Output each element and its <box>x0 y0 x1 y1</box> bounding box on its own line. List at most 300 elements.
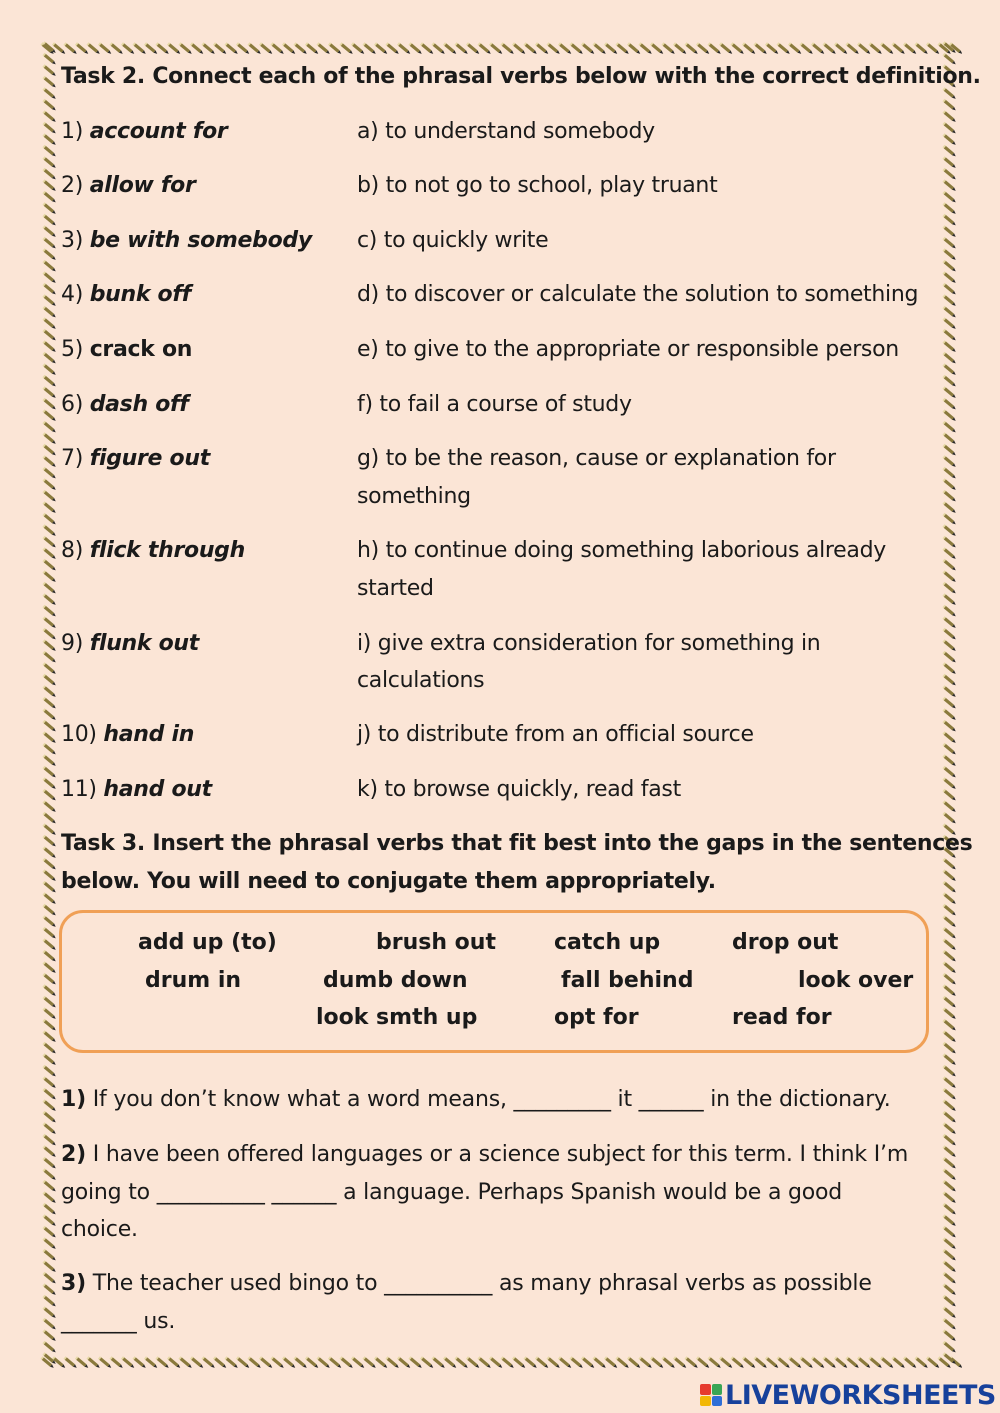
pencil-border-icon <box>942 340 956 353</box>
pencil-border-icon <box>42 225 56 238</box>
pencil-border-icon <box>42 110 56 123</box>
verb-item <box>61 538 245 563</box>
word-bank-item: look smth up <box>316 1005 478 1030</box>
phrasal-verb: flick through <box>89 538 245 563</box>
pencil-border-icon <box>42 651 56 664</box>
pencil-border-icon <box>942 41 956 54</box>
pencil-border-icon <box>942 306 956 319</box>
pencil-border-icon <box>942 329 956 342</box>
word-bank-item: brush out <box>376 930 496 955</box>
pencil-border-icon <box>942 1111 956 1124</box>
pencil-border-icon <box>942 455 956 468</box>
pencil-border-icon <box>942 1122 956 1135</box>
pencil-border-icon <box>942 1007 956 1020</box>
pencil-border-icon <box>942 1283 956 1296</box>
decorative-border-right <box>938 38 962 1374</box>
pencil-border-icon <box>42 260 56 273</box>
pencil-border-icon <box>42 754 56 767</box>
pencil-border-icon <box>42 892 56 905</box>
pencil-border-icon <box>942 490 956 503</box>
pencil-border-icon <box>942 1203 956 1216</box>
pencil-border-icon <box>942 1237 956 1250</box>
pencil-border-icon <box>42 1329 56 1342</box>
pencil-border-icon <box>42 950 56 963</box>
sentence-number: 3) <box>61 1271 86 1296</box>
pencil-border-icon <box>942 1065 956 1078</box>
pencil-border-icon <box>942 214 956 227</box>
pencil-border-icon <box>42 536 56 549</box>
pencil-border-icon <box>42 547 56 560</box>
pencil-border-icon <box>42 1053 56 1066</box>
pencil-border-icon <box>942 800 956 813</box>
pencil-border-icon <box>942 536 956 549</box>
sentence-3 <box>61 1271 872 1296</box>
verb-number: 7) <box>61 446 83 471</box>
task3-title-line2: below. You will need to conjugate them appropriately. <box>61 869 716 894</box>
pencil-border-icon <box>42 915 56 928</box>
pencil-border-icon <box>42 76 56 89</box>
pencil-border-icon <box>42 202 56 215</box>
pencil-border-icon <box>942 398 956 411</box>
logo-badge-icon <box>700 1384 722 1406</box>
definition: h) to continue doing something laborious already <box>357 538 886 563</box>
pencil-border-icon <box>942 1157 956 1170</box>
pencil-border-icon <box>942 1019 956 1032</box>
definition: i) give extra consideration for something in <box>357 631 821 656</box>
sentence-number: 1) <box>61 1087 86 1112</box>
pencil-border-icon <box>942 950 956 963</box>
pencil-border-icon <box>942 421 956 434</box>
definition-continued: something <box>357 484 471 509</box>
pencil-border-icon <box>42 1145 56 1158</box>
pencil-border-icon <box>42 191 56 204</box>
pencil-border-icon <box>42 1249 56 1262</box>
pencil-border-icon <box>42 777 56 790</box>
pencil-border-icon <box>942 547 956 560</box>
sentence-2 <box>61 1142 908 1167</box>
pencil-border-icon <box>42 697 56 710</box>
pencil-border-icon <box>42 145 56 158</box>
pencil-border-icon <box>942 1099 956 1112</box>
pencil-border-icon <box>42 1007 56 1020</box>
phrasal-verb: hand in <box>103 722 195 747</box>
pencil-border-icon <box>942 927 956 940</box>
pencil-border-icon <box>42 639 56 652</box>
word-bank-item: fall behind <box>561 968 694 993</box>
pencil-border-icon <box>942 1076 956 1089</box>
phrasal-verb: crack on <box>89 337 193 362</box>
verb-item <box>61 337 192 362</box>
pencil-border-icon <box>942 1352 956 1365</box>
phrasal-verb: flunk out <box>89 631 200 656</box>
pencil-border-icon <box>942 145 956 158</box>
pencil-border-icon <box>942 87 956 100</box>
pencil-border-icon <box>42 1134 56 1147</box>
pencil-border-icon <box>42 386 56 399</box>
pencil-border-icon <box>942 317 956 330</box>
pencil-border-icon <box>942 582 956 595</box>
pencil-border-icon <box>42 1306 56 1319</box>
pencil-border-icon <box>942 685 956 698</box>
phrasal-verb: figure out <box>89 446 210 471</box>
pencil-border-icon <box>942 1088 956 1101</box>
pencil-border-icon <box>942 1226 956 1239</box>
pencil-border-icon <box>42 593 56 606</box>
liveworksheets-logo <box>700 1378 996 1412</box>
pencil-border-icon <box>942 478 956 491</box>
pencil-border-icon <box>942 1053 956 1066</box>
pencil-border-icon <box>942 1260 956 1273</box>
pencil-border-icon <box>42 432 56 445</box>
pencil-border-icon <box>942 651 956 664</box>
pencil-border-icon <box>42 409 56 422</box>
verb-number: 4) <box>61 282 83 307</box>
pencil-border-icon <box>942 237 956 250</box>
pencil-border-icon <box>942 616 956 629</box>
pencil-border-icon <box>942 122 956 135</box>
phrasal-verb: allow for <box>89 173 196 198</box>
pencil-border-icon <box>942 260 956 273</box>
pencil-border-icon <box>942 766 956 779</box>
pencil-border-icon <box>42 340 56 353</box>
pencil-border-icon <box>942 881 956 894</box>
pencil-border-icon <box>42 789 56 802</box>
definition: d) to discover or calculate the solution to something <box>357 282 919 307</box>
pencil-border-icon <box>42 64 56 77</box>
pencil-border-icon <box>942 133 956 146</box>
pencil-border-icon <box>42 846 56 859</box>
pencil-border-icon <box>42 444 56 457</box>
pencil-border-icon <box>942 168 956 181</box>
pencil-border-icon <box>42 1076 56 1089</box>
pencil-border-icon <box>42 731 56 744</box>
pencil-border-icon <box>42 179 56 192</box>
pencil-border-icon <box>942 1272 956 1285</box>
verb-number: 5) <box>61 337 83 362</box>
verb-item <box>61 722 194 747</box>
pencil-border-icon <box>942 754 956 767</box>
pencil-border-icon <box>942 1180 956 1193</box>
pencil-border-icon <box>42 133 56 146</box>
verb-number: 6) <box>61 392 83 417</box>
pencil-border-icon <box>42 823 56 836</box>
task2-title: Task 2. Connect each of the phrasal verbs below with the correct definition. <box>61 64 981 89</box>
pencil-border-icon <box>942 605 956 618</box>
logo-text: LIVEWORKSHEETS <box>725 1379 996 1411</box>
pencil-border-icon <box>42 1168 56 1181</box>
pencil-border-icon <box>42 41 56 54</box>
pencil-border-icon <box>942 697 956 710</box>
pencil-border-icon <box>42 1019 56 1032</box>
pencil-border-icon <box>42 812 56 825</box>
definition: k) to browse quickly, read fast <box>357 777 681 802</box>
sentence-2-line2: going to __________ ______ a language. Perhaps Spanish would be a good <box>61 1180 843 1205</box>
word-bank-item: look over <box>798 968 914 993</box>
pencil-border-icon <box>42 283 56 296</box>
pencil-border-icon <box>942 271 956 284</box>
pencil-border-icon <box>942 1168 956 1181</box>
pencil-border-icon <box>42 99 56 112</box>
decorative-border-top <box>40 38 962 60</box>
definition: g) to be the reason, cause or explanation for <box>357 446 836 471</box>
pencil-border-icon <box>942 662 956 675</box>
pencil-border-icon <box>42 1099 56 1112</box>
sentence-number: 2) <box>61 1142 86 1167</box>
verb-number: 8) <box>61 538 83 563</box>
pencil-border-icon <box>942 1042 956 1055</box>
word-bank-item: dumb down <box>323 968 468 993</box>
pencil-border-icon <box>942 501 956 514</box>
phrasal-verb: be with somebody <box>89 228 312 253</box>
phrasal-verb: account for <box>89 119 228 144</box>
pencil-border-icon <box>42 398 56 411</box>
pencil-border-icon <box>42 1318 56 1331</box>
pencil-border-icon <box>42 662 56 675</box>
pencil-border-icon <box>942 1249 956 1262</box>
pencil-border-icon <box>942 973 956 986</box>
pencil-border-icon <box>42 835 56 848</box>
pencil-border-icon <box>942 191 956 204</box>
pencil-border-icon <box>42 1065 56 1078</box>
verb-number: 3) <box>61 228 83 253</box>
pencil-border-icon <box>942 996 956 1009</box>
pencil-border-icon <box>42 306 56 319</box>
phrasal-verb: bunk off <box>89 282 191 307</box>
pencil-border-icon <box>942 110 956 123</box>
verb-item <box>61 228 312 253</box>
pencil-border-icon <box>42 1111 56 1124</box>
pencil-border-icon <box>942 156 956 169</box>
sentence-1 <box>61 1087 891 1112</box>
pencil-border-icon <box>42 938 56 951</box>
pencil-border-icon <box>42 1283 56 1296</box>
pencil-border-icon <box>942 777 956 790</box>
word-bank-item: opt for <box>554 1005 639 1030</box>
pencil-border-icon <box>942 225 956 238</box>
pencil-border-icon <box>42 1203 56 1216</box>
pencil-border-icon <box>42 616 56 629</box>
pencil-border-icon <box>942 1134 956 1147</box>
sentence-text: The teacher used bingo to __________ as many phrasal verbs as possible <box>92 1271 872 1296</box>
verb-number: 11) <box>61 777 97 802</box>
sentence-text: If you don’t know what a word means, _________ it ______ in the dictionary. <box>92 1087 891 1112</box>
pencil-border-icon <box>42 1260 56 1273</box>
verb-number: 10) <box>61 722 97 747</box>
pencil-border-icon <box>942 375 956 388</box>
pencil-border-icon <box>42 168 56 181</box>
pencil-border-icon <box>42 524 56 537</box>
pencil-border-icon <box>942 984 956 997</box>
pencil-border-icon <box>942 720 956 733</box>
task3-title-line1: Task 3. Insert the phrasal verbs that fit best into the gaps in the sentences <box>61 831 973 856</box>
pencil-border-icon <box>42 1030 56 1043</box>
pencil-border-icon <box>42 858 56 871</box>
pencil-border-icon <box>42 1272 56 1285</box>
pencil-border-icon <box>942 467 956 480</box>
definition: j) to distribute from an official source <box>357 722 754 747</box>
pencil-border-icon <box>42 53 56 66</box>
pencil-border-icon <box>42 984 56 997</box>
pencil-border-icon <box>42 570 56 583</box>
pencil-border-icon <box>42 352 56 365</box>
pencil-border-icon <box>42 766 56 779</box>
pencil-border-icon <box>942 352 956 365</box>
decorative-border-left <box>38 38 62 1374</box>
pencil-border-icon <box>42 501 56 514</box>
pencil-border-icon <box>42 927 56 940</box>
pencil-border-icon <box>942 708 956 721</box>
pencil-border-icon <box>942 294 956 307</box>
pencil-border-icon <box>942 639 956 652</box>
pencil-border-icon <box>42 1295 56 1308</box>
pencil-border-icon <box>42 467 56 480</box>
pencil-border-icon <box>942 674 956 687</box>
definition: c) to quickly write <box>357 228 549 253</box>
pencil-border-icon <box>942 892 956 905</box>
phrasal-verb: hand out <box>103 777 212 802</box>
definition: b) to not go to school, play truant <box>357 173 718 198</box>
pencil-border-icon <box>42 674 56 687</box>
pencil-border-icon <box>42 1157 56 1170</box>
pencil-border-icon <box>42 87 56 100</box>
pencil-border-icon <box>42 1088 56 1101</box>
word-bank-item: drum in <box>145 968 242 993</box>
pencil-border-icon <box>42 1122 56 1135</box>
pencil-border-icon <box>942 1145 956 1158</box>
pencil-border-icon <box>42 1237 56 1250</box>
pencil-border-icon <box>42 1352 56 1365</box>
definition: f) to fail a course of study <box>357 392 632 417</box>
pencil-border-icon <box>942 559 956 572</box>
pencil-border-icon <box>942 570 956 583</box>
sentence-3-line2: _______ us. <box>61 1309 176 1334</box>
pencil-border-icon <box>42 1226 56 1239</box>
definition-continued: started <box>357 576 434 601</box>
pencil-border-icon <box>42 363 56 376</box>
verb-item <box>61 631 199 656</box>
pencil-border-icon <box>942 789 956 802</box>
pencil-border-icon <box>42 720 56 733</box>
pencil-border-icon <box>942 1341 956 1354</box>
pencil-border-icon <box>942 1306 956 1319</box>
pencil-border-icon <box>942 1295 956 1308</box>
word-bank-item: drop out <box>732 930 839 955</box>
pencil-border-icon <box>942 283 956 296</box>
pencil-border-icon <box>42 628 56 641</box>
pencil-border-icon <box>42 455 56 468</box>
pencil-border-icon <box>942 1318 956 1331</box>
pencil-border-icon <box>42 271 56 284</box>
pencil-border-icon <box>42 329 56 342</box>
pencil-border-icon <box>942 386 956 399</box>
pencil-border-icon <box>42 1341 56 1354</box>
pencil-border-icon <box>942 513 956 526</box>
pencil-border-icon <box>42 904 56 917</box>
pencil-border-icon <box>42 478 56 491</box>
pencil-border-icon <box>942 628 956 641</box>
pencil-border-icon <box>42 582 56 595</box>
pencil-border-icon <box>42 490 56 503</box>
verb-item <box>61 282 191 307</box>
pencil-border-icon <box>942 869 956 882</box>
pencil-border-icon <box>42 421 56 434</box>
pencil-border-icon <box>942 961 956 974</box>
pencil-border-icon <box>42 1191 56 1204</box>
pencil-border-icon <box>942 858 956 871</box>
pencil-border-icon <box>42 973 56 986</box>
pencil-border-icon <box>42 961 56 974</box>
pencil-border-icon <box>42 513 56 526</box>
pencil-border-icon <box>42 1042 56 1055</box>
verb-item <box>61 119 227 144</box>
pencil-border-icon <box>942 409 956 422</box>
pencil-border-icon <box>42 743 56 756</box>
sentence-2-line3: choice. <box>61 1217 138 1242</box>
pencil-border-icon <box>42 317 56 330</box>
pencil-border-icon <box>42 881 56 894</box>
pencil-border-icon <box>42 237 56 250</box>
pencil-border-icon <box>942 432 956 445</box>
verb-number: 9) <box>61 631 83 656</box>
pencil-border-icon <box>42 708 56 721</box>
pencil-border-icon <box>42 996 56 1009</box>
pencil-border-icon <box>42 869 56 882</box>
pencil-border-icon <box>942 1030 956 1043</box>
definition: e) to give to the appropriate or responsible person <box>357 337 899 362</box>
word-bank-item: add up (to) <box>138 930 277 955</box>
pencil-border-icon <box>42 559 56 572</box>
verb-item <box>61 777 212 802</box>
pencil-border-icon <box>942 524 956 537</box>
pencil-border-icon <box>942 743 956 756</box>
pencil-border-icon <box>942 904 956 917</box>
pencil-border-icon <box>942 202 956 215</box>
pencil-border-icon <box>942 812 956 825</box>
pencil-border-icon <box>42 800 56 813</box>
verb-item <box>61 173 196 198</box>
verb-number: 1) <box>61 119 83 144</box>
pencil-border-icon <box>942 593 956 606</box>
word-bank-item: catch up <box>554 930 661 955</box>
pencil-border-icon <box>942 938 956 951</box>
pencil-border-icon <box>42 214 56 227</box>
pencil-border-icon <box>42 122 56 135</box>
pencil-border-icon <box>942 1329 956 1342</box>
pencil-border-icon <box>42 375 56 388</box>
pencil-border-icon <box>942 444 956 457</box>
definition-continued: calculations <box>357 668 485 693</box>
phrasal-verb: dash off <box>89 392 189 417</box>
pencil-border-icon <box>942 915 956 928</box>
definition: a) to understand somebody <box>357 119 655 144</box>
pencil-border-icon <box>942 99 956 112</box>
pencil-border-icon <box>42 685 56 698</box>
verb-number: 2) <box>61 173 83 198</box>
pencil-border-icon <box>42 1180 56 1193</box>
pencil-border-icon <box>942 248 956 261</box>
pencil-border-icon <box>942 1191 956 1204</box>
pencil-border-icon <box>42 294 56 307</box>
pencil-border-icon <box>942 731 956 744</box>
verb-item <box>61 446 210 471</box>
word-bank-item: read for <box>732 1005 832 1030</box>
pencil-border-icon <box>42 248 56 261</box>
pencil-border-icon <box>42 156 56 169</box>
pencil-border-icon <box>942 179 956 192</box>
sentence-text: I have been offered languages or a science subject for this term. I think I’m <box>92 1142 909 1167</box>
pencil-border-icon <box>942 1214 956 1227</box>
verb-item <box>61 392 189 417</box>
